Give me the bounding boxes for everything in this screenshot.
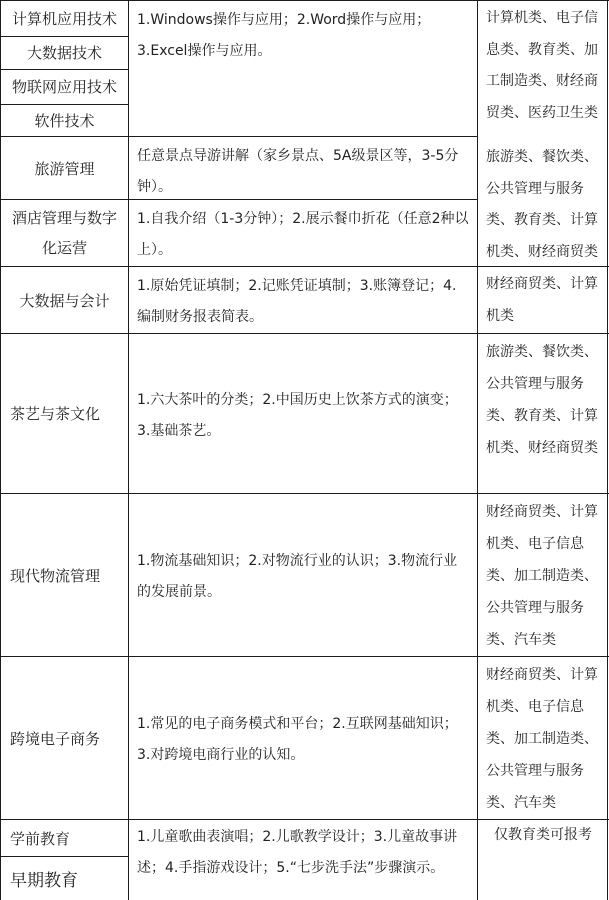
major-cell: [1, 1, 128, 36]
exam-content: 任意景点导游讲解（家乡景点、5A级景区等，3-5分钟）。: [137, 148, 459, 195]
eligible-categories: 旅游类、餐饮类、公共管理与服务类、教育类、计算机类、财经商贸类: [486, 149, 598, 260]
column-divider: [477, 0, 478, 900]
major-cell: [1, 200, 128, 266]
major-cell: [1, 857, 128, 900]
table-border-left: [0, 0, 1, 900]
table-border-top: [0, 0, 609, 1]
row-divider: [0, 856, 128, 857]
major-cell: [1, 267, 128, 333]
major-cell: [1, 334, 128, 493]
eligible-categories: 计算机类、电子信息类、教育类、加工制造类、财经商贸类、医药卫生类: [486, 10, 598, 121]
row-divider: [0, 333, 609, 334]
major-cell: [1, 657, 128, 819]
row-divider: [0, 819, 609, 820]
eligible-categories: 财经商贸类、计算机类、电子信息类、加工制造类、公共管理与服务类、汽车类: [486, 504, 598, 648]
major-name: 软件技术: [34, 111, 95, 130]
row-divider: [0, 266, 609, 267]
major-name: 学前教育: [10, 829, 71, 848]
eligible-categories: 财经商贸类、计算机类: [486, 276, 598, 324]
exam-content: 1.自我介绍（1-3分钟）；2.展示餐巾折花（任意2种以上）。: [137, 211, 469, 258]
major-cell: [1, 137, 128, 199]
row-divider: [0, 656, 609, 657]
row-divider: [0, 69, 128, 70]
exam-content: 1.Windows操作与应用；2.Word操作与应用；3.Excel操作与应用。: [137, 12, 431, 59]
major-cell: [1, 104, 128, 136]
eligible-categories: 财经商贸类、计算机类、电子信息类、加工制造类、公共管理与服务类、汽车类: [486, 667, 598, 811]
exam-content: 1.原始凭证填制；2.记账凭证填制；3.账簿登记；4.编制财务报表简表。: [137, 278, 457, 325]
exam-content: [129, 334, 477, 493]
row-divider: [0, 493, 609, 494]
major-name: 计算机应用技术: [11, 10, 117, 28]
major-name: 茶艺与茶文化: [10, 405, 101, 423]
table-border-right: [607, 0, 608, 900]
eligible-categories: 仅教育类可报考: [494, 827, 592, 843]
major-name: 大数据与会计: [19, 291, 110, 310]
exam-content-text: 1.常见的电子商务模式和平台；2.互联网基础知识；3.对跨境电商行业的认知。: [137, 716, 458, 763]
exam-content-text: 1.物流基础知识；2.对物流行业的认识；3.物流行业的发展前景。: [137, 553, 458, 600]
row-divider: [0, 136, 478, 137]
major-name: 跨境电子商务: [10, 729, 101, 748]
exam-content: [129, 657, 477, 819]
major-name: 大数据技术: [26, 44, 102, 62]
exam-content-text: 1.六大茶叶的分类；2.中国历史上饮茶方式的演变；3.基础茶艺。: [137, 391, 458, 439]
exam-content: 1.儿童歌曲表演唱；2.儿歌教学设计；3.儿童故事讲述；4.手指游戏设计；5.“七步洗手法”步骤演示。: [137, 829, 458, 876]
row-divider: [0, 199, 478, 200]
major-cell: [1, 36, 128, 69]
row-divider: [0, 104, 128, 105]
major-cell: [1, 69, 128, 104]
major-cell: [1, 820, 128, 856]
column-divider: [128, 0, 129, 900]
eligible-categories: 旅游类、餐饮类、公共管理与服务类、教育类、计算机类、财经商贸类: [486, 344, 598, 456]
major-name: 现代物流管理: [10, 566, 101, 585]
major-name: 酒店管理与数字化运营: [11, 209, 117, 257]
major-name: 早期教育: [10, 871, 78, 891]
major-name: 旅游管理: [34, 159, 95, 178]
major-cell: [1, 494, 128, 656]
row-divider: [0, 36, 128, 37]
major-name: 物联网应用技术: [11, 78, 117, 96]
exam-content: [129, 494, 477, 656]
